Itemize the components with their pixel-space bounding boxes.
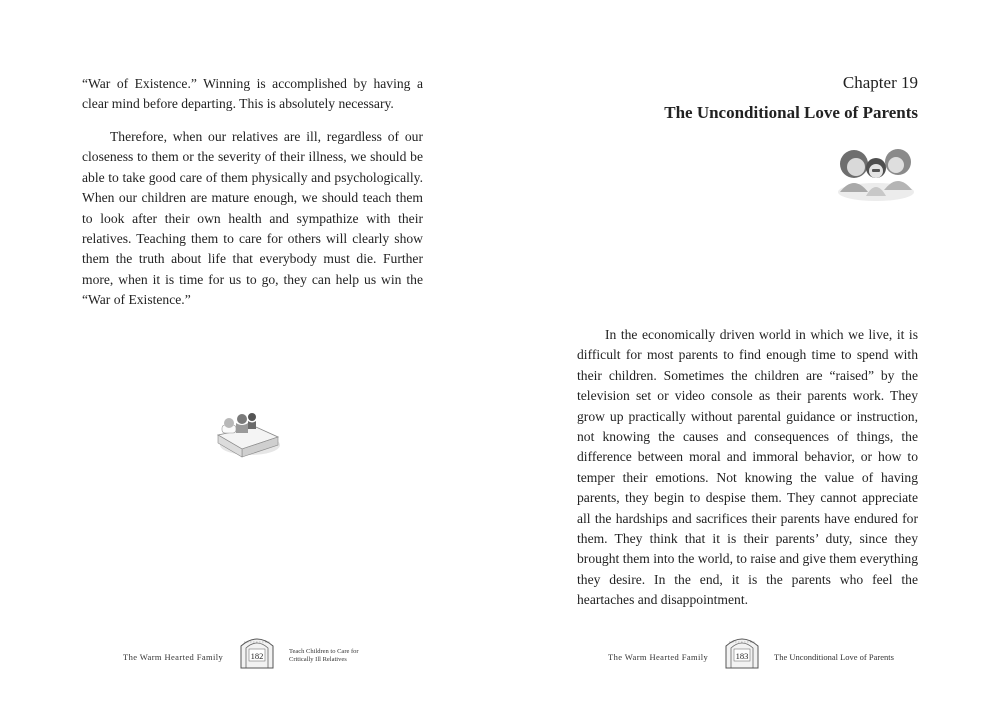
footer-chapter-title xyxy=(289,648,369,664)
page-number: 182 xyxy=(250,651,264,661)
page-number-right: 183 xyxy=(735,651,749,661)
footer-chapter-title-line2: Critically Ill Relatives xyxy=(289,656,347,663)
family-illustration xyxy=(834,140,918,202)
footer-chapter-title-right: The Unconditional Love of Parents xyxy=(774,652,894,662)
right-page xyxy=(500,0,1000,707)
chapter-title: The Unconditional Love of Parents xyxy=(664,103,918,122)
left-paragraph-1 xyxy=(82,74,423,115)
left-paragraph-2-text: Therefore, when our relatives are ill, regardless of our closeness to them or the severity of their illness, we should be able to take good care of them physically and psychologically. When our children are mature enough, we should teach them to look after their own health and sympathize with their relatives. Teaching them to care for others will clearly show them the truth about life that everybody must die. Further more, when it is time for us to go, they can help us win the “War of Existence.” xyxy=(82,129,423,308)
page-number-emblem xyxy=(238,632,276,670)
left-paragraph-2 xyxy=(82,127,423,311)
right-paragraph-1-text: In the economically driven world in which we live, it is difficult for most parents to find enough time to spend with their children. Sometimes the children are “raised” by the television set or video console as their parents work. They grow up practically without parental guidance or instruction, not knowing the causes and consequences of things, the difference between moral and immoral behavior, or how to temper their emotions. Not knowing the value of having parents, they begin to despise them. They cannot appreciate all the hardships and sacrifices their parents have endured for them. They think that it is their parents’ duty, since they brought them into the world, to raise and give them everything they desire. In the end, it is the parents who feel the heartaches and disappointment. xyxy=(577,327,918,608)
footer-chapter-title-line1: Teach Children to Care for xyxy=(289,648,359,655)
left-paragraph-1-text: “War of Existence.” Winning is accomplished by having a clear mind before departing. This is absolutely necessary. xyxy=(82,76,423,112)
right-paragraph-1 xyxy=(577,325,918,611)
sickbed-illustration xyxy=(212,405,284,461)
page-number-emblem-right xyxy=(723,632,761,670)
footer-book-title-right: The Warm Hearted Family xyxy=(608,652,709,662)
chapter-label: Chapter 19 xyxy=(842,73,918,92)
footer-book-title: The Warm Hearted Family xyxy=(123,652,224,662)
